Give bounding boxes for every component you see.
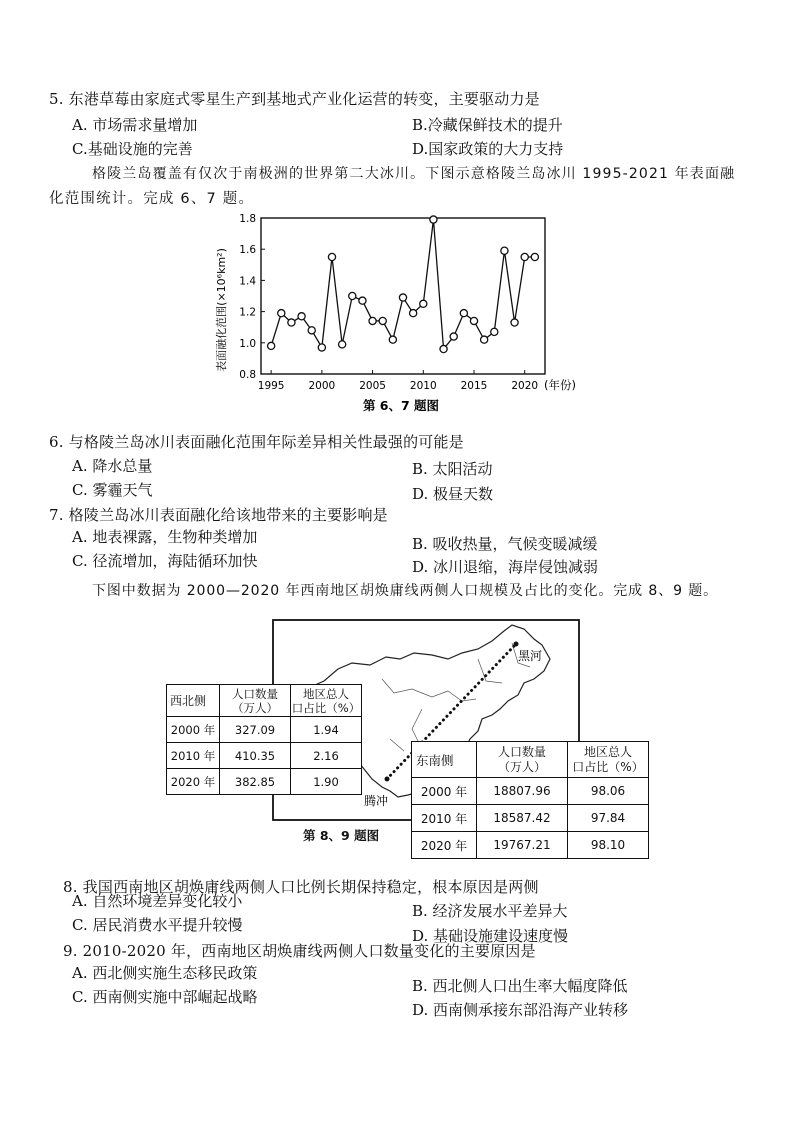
q6-option-d: D. 极昼天数 bbox=[412, 485, 494, 503]
melt-extent-chart bbox=[208, 210, 588, 425]
y-tick-label: 0.8 bbox=[239, 369, 256, 381]
y-tick-label: 1.2 bbox=[239, 306, 256, 319]
q8-option-c: C. 居民消费水平提升较慢 bbox=[72, 916, 243, 934]
se-year: 2020 年 bbox=[412, 832, 477, 859]
x-tick-label: 2000 bbox=[308, 380, 336, 392]
q9-option-d: D. 西南侧承接东部沿海产业转移 bbox=[412, 1001, 629, 1019]
data-point bbox=[349, 292, 356, 299]
data-point bbox=[521, 253, 528, 260]
se-header-pop: 人口数量 （万人） bbox=[477, 742, 568, 778]
se-header-side: 东南侧 bbox=[412, 742, 477, 778]
map-caption: 第 8、9 题图 bbox=[303, 828, 380, 843]
data-point bbox=[511, 319, 518, 326]
chart-caption: 第 6、7 题图 bbox=[362, 398, 440, 413]
label-tengchong: 腾冲 bbox=[364, 794, 389, 808]
nw-population-table bbox=[166, 684, 362, 795]
data-point bbox=[470, 317, 477, 324]
chart-ylabel: 表面融化范围(×10⁶km²) bbox=[215, 248, 228, 372]
nw-year: 2000 年 bbox=[167, 717, 220, 743]
x-tick-label: 2020 bbox=[511, 380, 539, 392]
data-point bbox=[410, 310, 417, 317]
q7-option-a: A. 地表裸露，生物种类增加 bbox=[72, 528, 258, 546]
nw-header-pop: 人口数量 （万人） bbox=[220, 685, 291, 717]
x-tick-label: 2005 bbox=[359, 380, 386, 392]
se-share: 98.10 bbox=[568, 832, 649, 859]
se-year: 2010 年 bbox=[412, 805, 477, 832]
nw-share: 2.16 bbox=[291, 743, 362, 769]
data-point bbox=[359, 297, 366, 304]
q9-option-c: C. 西南侧实施中部崛起战略 bbox=[72, 988, 258, 1006]
label-heihe: 黑河 bbox=[518, 649, 543, 663]
nw-header-side: 西北侧 bbox=[167, 685, 220, 717]
nw-share: 1.90 bbox=[291, 769, 362, 795]
se-year: 2000 年 bbox=[412, 778, 477, 805]
q9-option-b: B. 西北侧人口出生率大幅度降低 bbox=[412, 977, 628, 995]
nw-header-share: 地区总人 口占比（%） bbox=[291, 686, 361, 715]
y-tick-label: 1.0 bbox=[239, 337, 256, 350]
q5-option-b: B.冷藏保鲜技术的提升 bbox=[412, 116, 563, 134]
data-point bbox=[430, 216, 437, 223]
se-pop: 18807.96 bbox=[477, 778, 568, 805]
data-point bbox=[288, 319, 295, 326]
data-point bbox=[420, 300, 427, 307]
data-point bbox=[399, 294, 406, 301]
data-point bbox=[440, 345, 447, 352]
intro-8-9: 下图中数据为 2000—2020 年西南地区胡焕庸线两侧人口规模及占比的变化。完成 8、9 题。 bbox=[92, 583, 719, 599]
se-share: 97.84 bbox=[568, 805, 649, 832]
se-population-table bbox=[411, 741, 649, 859]
data-point bbox=[278, 310, 285, 317]
data-point bbox=[460, 310, 467, 317]
data-point bbox=[531, 253, 538, 260]
x-tick-label: 2015 bbox=[460, 380, 488, 392]
q9-option-a: A. 西北侧实施生态移民政策 bbox=[72, 964, 258, 982]
nw-share: 1.94 bbox=[291, 717, 362, 743]
data-point bbox=[369, 317, 376, 324]
q5-option-a: A. 市场需求量增加 bbox=[72, 116, 198, 134]
se-share: 98.06 bbox=[568, 778, 649, 805]
tengchong-dot bbox=[385, 777, 390, 782]
chart-xlabel: (年份) bbox=[544, 378, 576, 392]
q6-option-b: B. 太阳活动 bbox=[412, 460, 493, 478]
x-tick-label: 1995 bbox=[257, 380, 285, 392]
q9-stem: 9. 2010-2020 年，西南地区胡焕庸线两侧人口数量变化的主要原因是 bbox=[63, 942, 536, 960]
y-tick-label: 1.4 bbox=[239, 275, 256, 288]
data-point bbox=[389, 336, 396, 343]
q5-option-d: D.国家政策的大力支持 bbox=[412, 140, 564, 158]
y-tick-label: 1.8 bbox=[239, 213, 256, 225]
q5-option-c: C.基础设施的完善 bbox=[72, 140, 193, 158]
nw-pop: 382.85 bbox=[220, 769, 291, 795]
q6-option-c: C. 雾霾天气 bbox=[72, 481, 153, 499]
data-point bbox=[501, 247, 508, 254]
data-point bbox=[481, 336, 488, 343]
intro-6-7-line1: 格陵兰岛覆盖有仅次于南极洲的世界第二大冰川。下图示意格陵兰岛冰川 1995-2021 年表面融 bbox=[92, 166, 736, 182]
data-point bbox=[379, 317, 386, 324]
q6-option-a: A. 降水总量 bbox=[72, 457, 153, 475]
q5-stem: 5. 东港草莓由家庭式零星生产到基地式产业化运营的转变，主要驱动力是 bbox=[49, 90, 540, 108]
q7-option-c: C. 径流增加，海陆循环加快 bbox=[72, 552, 258, 570]
data-point bbox=[268, 342, 275, 349]
data-point bbox=[339, 341, 346, 348]
y-tick-label: 1.6 bbox=[239, 244, 256, 257]
heihe-dot bbox=[514, 642, 519, 647]
data-point bbox=[308, 327, 315, 334]
intro-6-7-line2: 化范围统计。完成 6、7 题。 bbox=[49, 191, 255, 207]
q8-option-b: B. 经济发展水平差异大 bbox=[412, 902, 568, 920]
se-pop: 18587.42 bbox=[477, 805, 568, 832]
q8-stem: 8. 我国西南地区胡焕庸线两侧人口比例长期保持稳定，根本原因是两侧 bbox=[63, 878, 539, 896]
se-pop: 19767.21 bbox=[477, 832, 568, 859]
q7-stem: 7. 格陵兰岛冰川表面融化给该地带来的主要影响是 bbox=[49, 506, 388, 524]
q7-option-d: D. 冰川退缩，海岸侵蚀减弱 bbox=[412, 558, 599, 576]
data-point bbox=[298, 313, 305, 320]
nw-year: 2010 年 bbox=[167, 743, 220, 769]
se-header-share: 地区总人 口占比（%） bbox=[568, 742, 649, 778]
data-point bbox=[328, 253, 335, 260]
nw-pop: 327.09 bbox=[220, 717, 291, 743]
nw-year: 2020 年 bbox=[167, 769, 220, 795]
data-point bbox=[491, 328, 498, 335]
q8-option-d: D. 基础设施建设速度慢 bbox=[412, 927, 569, 945]
q6-stem: 6. 与格陵兰岛冰川表面融化范围年际差异相关性最强的可能是 bbox=[49, 433, 464, 451]
data-point bbox=[318, 344, 325, 351]
data-point bbox=[450, 333, 457, 340]
nw-pop: 410.35 bbox=[220, 743, 291, 769]
x-tick-label: 2010 bbox=[409, 380, 437, 392]
q8-option-a: A. 自然环境差异变化较小 bbox=[72, 892, 243, 910]
q7-option-b: B. 吸收热量，气候变暖减缓 bbox=[412, 535, 598, 553]
